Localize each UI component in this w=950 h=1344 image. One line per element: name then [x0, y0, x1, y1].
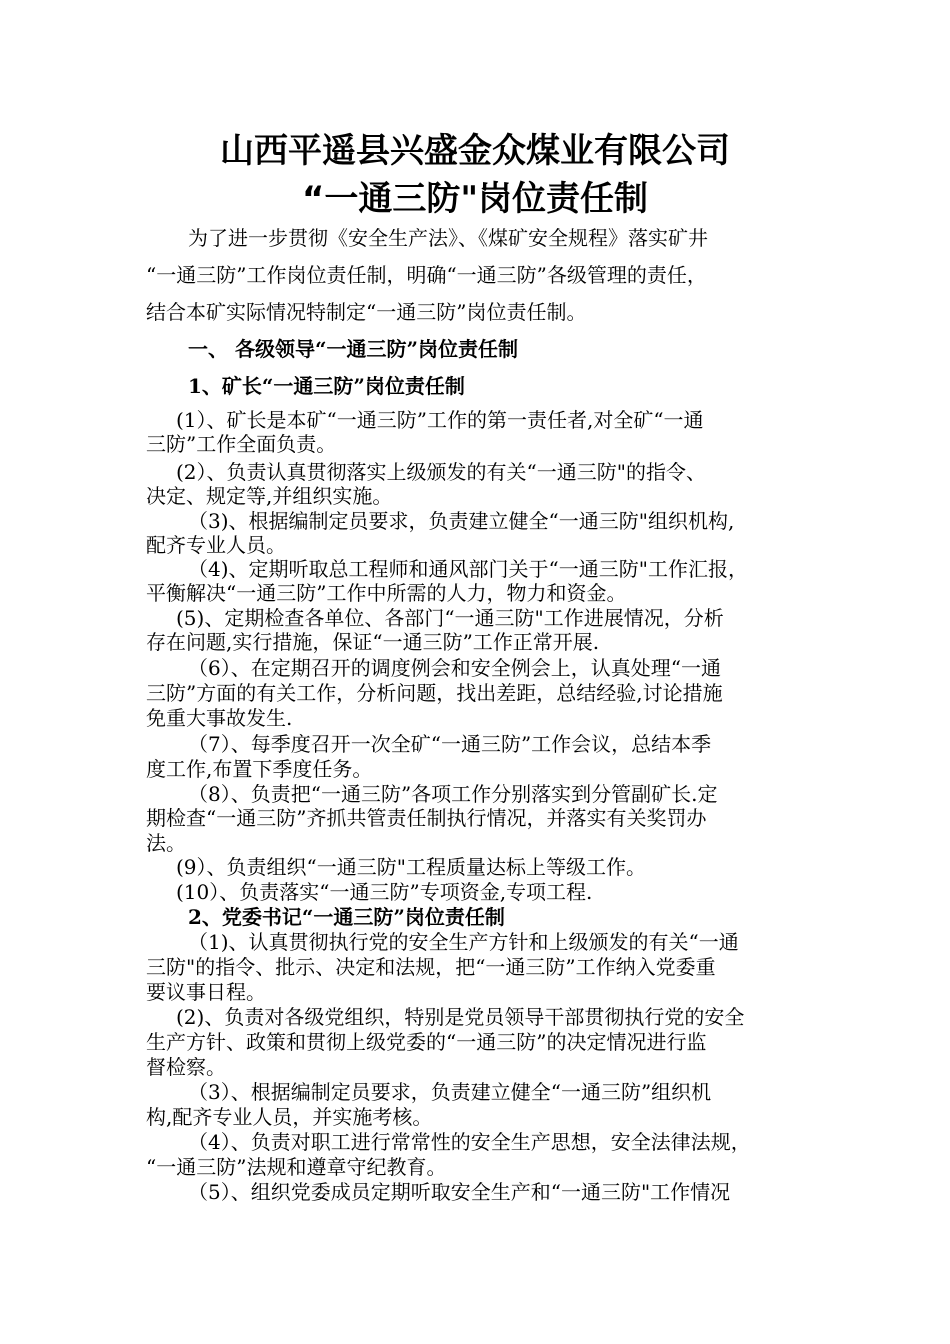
- clause-line: （7）、每季度召开一次全矿“一通三防”工作会议，总结本季: [188, 732, 712, 756]
- clause-line: （1)、认真贯彻执行党的安全生产方针和上级颁发的有关“一通: [188, 930, 739, 954]
- clause-line: 要议事日程。: [146, 980, 266, 1004]
- section-heading: 一、 各级领导“一通三防”岗位责任制: [188, 337, 518, 361]
- clause-line: “一通三防”法规和遵章守纪教育。: [146, 1155, 447, 1179]
- clause-line: (2）、负责认真贯彻落实上级颁发的有关“一通三防"的指令、: [176, 460, 706, 484]
- clause-line: 三防”工作全面负责。: [146, 432, 337, 456]
- document-title-subject: “一通三防"岗位责任制: [301, 179, 649, 219]
- clause-line: 平衡解决“一通三防”工作中所需的人力，物力和资金。: [146, 581, 627, 605]
- clause-line: （3)、根据编制定员要求，负责建立健全“一通三防"组织机构,: [188, 509, 735, 533]
- clause-line: 三防"的指令、批示、决定和法规，把“一通三防”工作纳入党委重: [146, 955, 716, 979]
- intro-line: “一通三防”工作岗位责任制，明确“一通三防”各级管理的责任，: [146, 263, 707, 287]
- clause-line: 法。: [146, 831, 186, 855]
- subsection-heading: 2、党委书记“一通三防”岗位责任制: [188, 905, 505, 929]
- intro-line: 为了进一步贯彻《安全生产法》、《煤矿安全规程》落实矿井: [188, 226, 708, 250]
- clause-line: (10）、负责落实“一通三防”专项资金,专项工程.: [176, 880, 593, 904]
- clause-line: 期检查“一通三防”齐抓共管责任制执行情况，并落实有关奖罚办: [146, 806, 707, 830]
- clause-line: （8）、负责把“一通三防”各项工作分别落实到分管副矿长.定: [188, 782, 718, 806]
- clause-line: (1）、矿长是本矿“一通三防”工作的第一责任者,对全矿“一通: [176, 408, 704, 432]
- document-title-company: 山西平遥县兴盛金众煤业有限公司: [220, 131, 730, 171]
- clause-line: 度工作,布置下季度任务。: [146, 757, 373, 781]
- intro-line: 结合本矿实际情况特制定“一通三防”岗位责任制。: [146, 300, 587, 324]
- clause-line: 构,配齐专业人员，并实施考核。: [146, 1105, 433, 1129]
- clause-line: 存在问题,实行措施，保证“一通三防”工作正常开展.: [146, 630, 600, 654]
- clause-line: （6）、在定期召开的调度例会和安全例会上，认真处理“一通: [188, 656, 721, 680]
- clause-line: (5)、定期检查各单位、各部门“一通三防"工作进展情况，分析: [176, 606, 724, 630]
- clause-line: （4)、定期听取总工程师和通风部门关于“一通三防"工作汇报，: [188, 557, 748, 581]
- clause-line: 决定、规定等,并组织实施。: [146, 484, 393, 508]
- clause-line: (2)、负责对各级党组织，特别是党员领导干部贯彻执行党的安全: [176, 1005, 745, 1029]
- clause-line: （5）、组织党委成员定期听取安全生产和“一通三防"工作情况: [188, 1180, 731, 1204]
- clause-line: 三防”方面的有关工作，分析问题，找出差距，总结经验,讨论措施: [146, 681, 723, 705]
- clause-line: (9）、负责组织“一通三防"工程质量达标上等级工作。: [176, 855, 646, 879]
- clause-line: 督检察。: [146, 1055, 226, 1079]
- clause-line: 生产方针、政策和贯彻上级党委的“一通三防”的决定情况进行监: [146, 1030, 707, 1054]
- clause-line: 配齐专业人员。: [146, 533, 286, 557]
- clause-line: （3）、根据编制定员要求，负责建立健全“一通三防”组织机: [188, 1080, 712, 1104]
- subsection-heading: 1、矿长“一通三防”岗位责任制: [188, 374, 465, 398]
- clause-line: （4）、负责对职工进行常常性的安全生产思想，安全法律法规，: [188, 1130, 751, 1154]
- clause-line: 免重大事故发生.: [146, 706, 293, 730]
